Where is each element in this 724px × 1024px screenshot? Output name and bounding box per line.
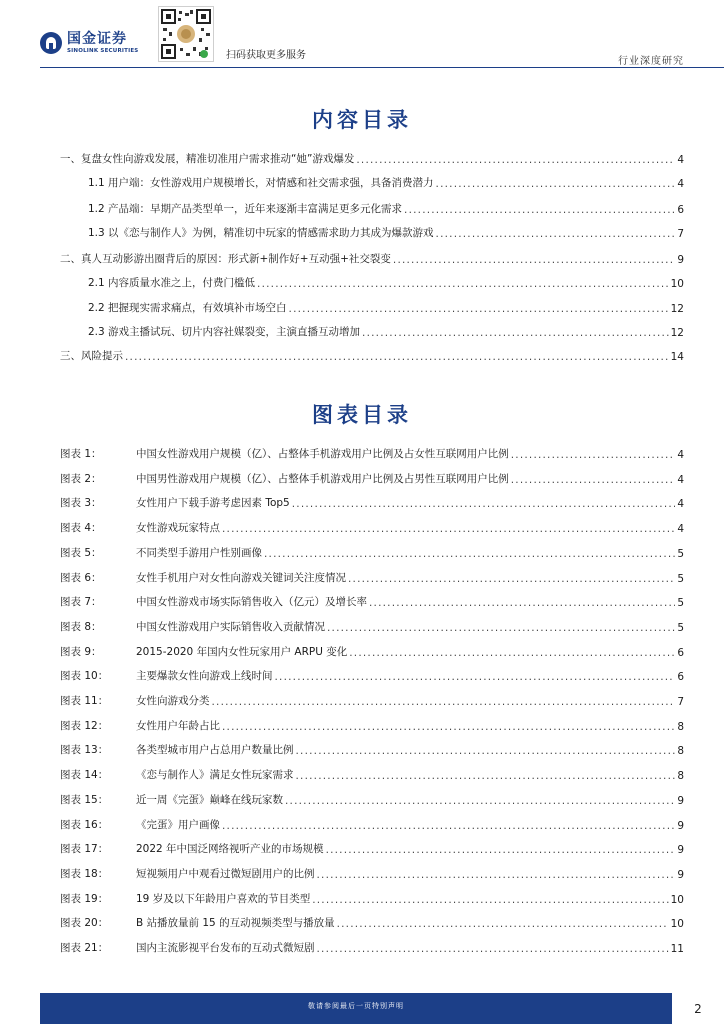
figure-entry[interactable]: [60, 665, 684, 683]
figure-entry-number: 图表 19：: [60, 892, 109, 905]
figure-entry-number: 图表 4：: [60, 522, 102, 535]
toc-entry[interactable]: [88, 172, 684, 190]
leader-dots: [317, 943, 669, 955]
figure-entry-label: 《恋与制作人》满足女性玩家需求: [136, 769, 294, 782]
leader-dots: [312, 894, 668, 906]
toc-entry-label: 2.2 把握现实需求痛点，有效填补市场空白: [88, 302, 287, 314]
toc-entry-page: 7: [677, 228, 684, 240]
figure-entry-number: 图表 12：: [60, 719, 109, 732]
figure-entry-number: 图表 16：: [60, 818, 109, 831]
leader-dots: [511, 474, 676, 486]
footer-disclaimer: 敬请参阅最后一页特别声明: [308, 1002, 404, 1010]
figure-entry-label: 女性游戏玩家特点: [136, 522, 220, 535]
figure-entry-number: 图表 10：: [60, 670, 109, 683]
toc-entry[interactable]: [88, 297, 684, 315]
toc-entry-label: 1.3 以《恋与制作人》为例，精准切中玩家的情感需求助力其成为爆款游戏: [88, 227, 434, 239]
leader-dots: [317, 869, 676, 881]
figure-entry-label: 中国女性游戏用户规模（亿）、占整体手机游戏用户比例及占女性互联网用户比例: [136, 448, 509, 460]
leader-dots: [404, 204, 675, 216]
figure-entry[interactable]: [60, 443, 684, 461]
page-number: 2: [694, 1001, 702, 1016]
figure-entry-label: 短视频用户中观看过微短剧用户的比例: [136, 867, 315, 880]
figure-entry-number: 图表 15：: [60, 793, 109, 806]
figure-entry-number: 图表 3：: [60, 497, 102, 510]
figure-entry[interactable]: [60, 789, 684, 807]
leader-dots: [257, 278, 669, 290]
toc-entry-label: 2.3 游戏主播试玩、切片内容社媒裂变，主演直播互动增加: [88, 326, 361, 338]
figure-entry[interactable]: [60, 492, 684, 510]
toc-entry-label: 2.1 内容质量水准之上，付费门槛低: [88, 277, 256, 289]
figure-entry-page: 4: [677, 449, 684, 461]
leader-dots: [326, 844, 676, 856]
figure-entry-page: 6: [677, 671, 684, 684]
figure-entry-page: 8: [677, 745, 684, 758]
leader-dots: [436, 228, 676, 240]
figure-entry-page: 10: [670, 918, 684, 931]
leader-dots: [356, 154, 675, 166]
leader-dots: [436, 178, 676, 190]
leader-dots: [264, 548, 675, 560]
qr-code-icon[interactable]: [158, 6, 214, 62]
figure-entry-label: 国内主流影视平台发布的互动式微短剧: [136, 942, 315, 954]
leader-dots: [296, 745, 676, 757]
leader-dots: [289, 303, 669, 315]
toc-entry[interactable]: [60, 148, 684, 166]
report-category: 行业深度研究: [618, 56, 684, 67]
leader-dots: [511, 449, 676, 461]
figure-entry[interactable]: [60, 641, 684, 659]
toc-entry-page: 14: [670, 351, 684, 363]
figure-entry-number: 图表 20：: [60, 917, 109, 930]
leader-dots: [222, 523, 675, 535]
toc-entry[interactable]: [88, 222, 684, 240]
leader-dots: [296, 770, 676, 782]
scan-hint: 扫码获取更多服务: [226, 50, 306, 61]
figure-entry-number: 图表 5：: [60, 546, 102, 559]
figure-entry-label: 女性手机用户对女性向游戏关键词关注度情况: [136, 571, 346, 584]
toc-entry-page: 4: [677, 154, 684, 166]
figure-entry-label: 《完蛋》用户画像: [136, 818, 220, 831]
figure-entry-number: 图表 18：: [60, 867, 109, 880]
figure-entry[interactable]: [60, 764, 684, 782]
figure-entry-number: 图表 2：: [60, 472, 102, 485]
toc-entry[interactable]: [60, 248, 684, 266]
figure-entry-page: 4: [677, 523, 684, 536]
figure-entry-label: 2022 年中国泛网络视听产业的市场规模: [136, 843, 324, 856]
figure-entry-label: 女性用户年龄占比: [136, 719, 220, 732]
leader-dots: [369, 597, 675, 609]
figure-entry[interactable]: [60, 715, 684, 733]
figure-entry[interactable]: [60, 542, 684, 560]
figure-entry-label: 2015-2020 年国内女性玩家用户 ARPU 变化: [136, 645, 348, 658]
toc-entry[interactable]: [60, 345, 684, 363]
brand-logo-icon: [40, 32, 62, 54]
figure-entry-number: 图表 21：: [60, 942, 109, 954]
figure-entry[interactable]: [60, 690, 684, 708]
figure-entry-page: 5: [677, 547, 684, 560]
figure-entry-number: 图表 13：: [60, 744, 109, 757]
toc-entry-label: 1.2 产品端：早期产品类型单一，近年来逐渐丰富满足更多元化需求: [88, 203, 403, 215]
figure-entry-page: 4: [677, 473, 684, 486]
brand-logo: [40, 31, 138, 55]
leader-dots: [275, 671, 676, 683]
figures-title: 图表目录: [312, 403, 412, 427]
toc-entry[interactable]: [88, 321, 684, 339]
leader-dots: [222, 721, 675, 733]
toc-entry-page: 6: [677, 204, 684, 216]
figure-entry-number: 图表 9：: [60, 645, 102, 658]
toc-entry-label: 三、风险提示: [60, 350, 123, 362]
figure-entry-number: 图表 1：: [60, 448, 102, 460]
leader-dots: [292, 498, 676, 510]
brand-name-en: SINOLINK SECURITIES: [67, 48, 139, 54]
figure-entry-page: 8: [677, 770, 684, 783]
figure-entry-number: 图表 8：: [60, 620, 102, 633]
figure-entry-label: 不同类型手游用户性别画像: [136, 546, 262, 559]
figure-entry-label: 中国女性游戏用户实际销售收入贡献情况: [136, 620, 325, 633]
leader-dots: [362, 327, 669, 339]
figure-entry-page: 4: [677, 498, 684, 511]
figure-entry[interactable]: [60, 814, 684, 832]
toc-entry-label: 1.1 用户端：女性游戏用户规模增长，对情感和社交需求强，具备消费潜力: [88, 177, 434, 189]
leader-dots: [222, 820, 675, 832]
toc-entry-label: 一、复盘女性向游戏发展，精准切准用户需求推动“她”游戏爆发: [60, 153, 355, 165]
figure-entry-label: 主要爆款女性向游戏上线时间: [136, 670, 273, 683]
page-header: [0, 0, 724, 72]
figure-entry[interactable]: [60, 863, 684, 881]
toc-entry-page: 9: [677, 254, 684, 266]
figure-entry-page: 8: [677, 720, 684, 733]
figure-entry-number: 图表 17：: [60, 843, 109, 856]
figure-entry-page: 5: [677, 621, 684, 634]
figure-entry-page: 11: [670, 943, 684, 955]
brand-name-cn: 国金证券: [67, 31, 127, 47]
figure-entry-number: 图表 7：: [60, 596, 102, 609]
figure-entry-label: 19 岁及以下年龄用户喜欢的节目类型: [136, 892, 311, 905]
toc-entry-page: 10: [670, 278, 684, 290]
leader-dots: [348, 573, 675, 585]
figure-entry[interactable]: [60, 838, 684, 856]
figure-entry[interactable]: [60, 739, 684, 757]
figure-entry-label: 女性向游戏分类: [136, 695, 210, 707]
leader-dots: [125, 351, 669, 363]
leader-dots: [393, 254, 675, 266]
figure-entry-page: 6: [677, 646, 684, 659]
toc-entry-page: 12: [670, 327, 684, 339]
figure-entry-page: 9: [677, 868, 684, 881]
leader-dots: [349, 647, 675, 659]
figure-entry-page: 9: [677, 844, 684, 857]
figure-entry-page: 7: [677, 696, 684, 708]
figure-entry-label: 中国女性游戏市场实际销售收入（亿元）及增长率: [136, 596, 367, 609]
figure-entry[interactable]: [60, 912, 684, 930]
figure-entry[interactable]: [60, 888, 684, 906]
figure-entry-label: 中国男性游戏用户规模（亿）、占整体手机游戏用户比例及占男性互联网用户比例: [136, 472, 509, 485]
figure-entry-page: 9: [677, 794, 684, 807]
figure-entry[interactable]: [60, 616, 684, 634]
figure-entry[interactable]: [60, 937, 684, 955]
figure-entry[interactable]: [60, 591, 684, 609]
figure-entry-page: 5: [677, 572, 684, 585]
leader-dots: [337, 918, 669, 930]
figure-entry-number: 图表 11：: [60, 695, 109, 707]
figure-entry-number: 图表 14：: [60, 769, 109, 782]
toc-entry-page: 4: [677, 178, 684, 190]
figure-entry-page: 10: [670, 893, 684, 906]
figure-entry-label: 女性用户下载手游考虑因素 Top5: [136, 497, 290, 510]
figure-entry-page: 9: [677, 819, 684, 832]
figure-entry-number: 图表 6：: [60, 571, 102, 584]
toc-entry[interactable]: [88, 198, 684, 216]
toc-title: 内容目录: [312, 108, 412, 132]
figure-entry[interactable]: [60, 567, 684, 585]
leader-dots: [327, 622, 675, 634]
leader-dots: [212, 696, 676, 708]
leader-dots: [285, 795, 675, 807]
header-divider: [40, 67, 724, 68]
toc-entry-label: 二、真人互动影游出圈背后的原因：形式新+制作好+互动强+社交裂变: [60, 253, 391, 265]
figure-entry-label: B 站播放量前 15 的互动视频类型与播放量: [136, 917, 335, 930]
figure-entry[interactable]: [60, 517, 684, 535]
figure-entry[interactable]: [60, 468, 684, 486]
toc-entry[interactable]: [88, 272, 684, 290]
figure-entry-label: 各类型城市用户占总用户数量比例: [136, 744, 294, 757]
figure-entry-page: 5: [677, 597, 684, 610]
figure-entry-label: 近一周《完蛋》巅峰在线玩家数: [136, 793, 283, 806]
toc-entry-page: 12: [670, 303, 684, 315]
